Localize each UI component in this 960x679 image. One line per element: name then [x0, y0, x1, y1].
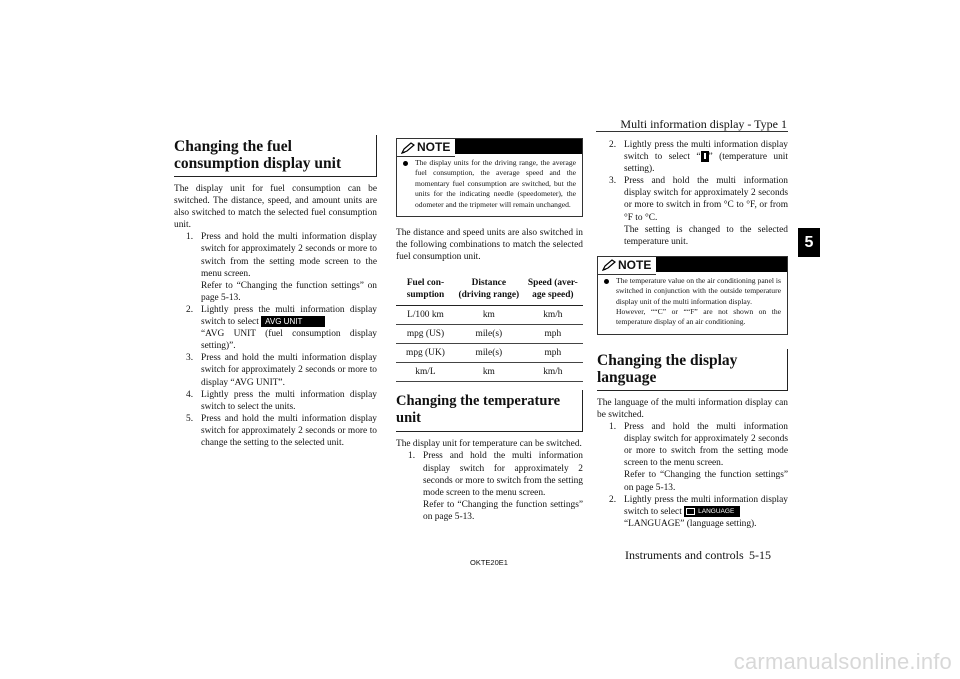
temperature-steps-cont: [597, 139, 788, 248]
column-middle: [396, 138, 583, 523]
units-paragraph: The distance and speed units are also switched in the following combinations to match the selected fuel consumption unit.: [396, 228, 583, 263]
table-row: mpg (UK) mile(s) mph: [396, 344, 583, 363]
note-box: [597, 256, 788, 335]
section-title-language: Changing the display language: [597, 349, 788, 391]
step-reference: Refer to “Changing the function settings” on page 5-13.: [423, 499, 583, 522]
step-item: 2. Lightly press the multi information display switch to select LANGUAGE “LANGUAGE” (language setting).: [609, 494, 788, 529]
document-code: OKTE20E1: [470, 558, 508, 567]
footer-section: Instruments and controls: [625, 548, 744, 562]
temperature-steps: [396, 450, 583, 523]
bullet-icon: [403, 161, 408, 166]
fuel-unit-steps: [174, 231, 377, 449]
table-header: Fuel con-sumption: [396, 273, 455, 306]
language-icon: [686, 508, 695, 515]
column-left: [174, 135, 377, 449]
unit-combination-table: [396, 273, 583, 382]
note-box: [396, 138, 583, 217]
step-item: 5. Press and hold the multi information display switch for approximately 2 seconds or more to change the setting to the selected unit.: [186, 413, 377, 448]
bullet-icon: [604, 279, 609, 284]
note-pencil-icon: [401, 142, 415, 154]
step-item: 2. Lightly press the multi information display switch to select “ ” (temperature unit setting).: [609, 140, 788, 175]
table-header: Distance (driving range): [455, 273, 523, 306]
avg-unit-display-chip: AVG UNIT: [261, 316, 325, 327]
step-item: 1. Press and hold the multi information display switch for approximately 2 seconds or more to switch from the setting mode screen to the menu screen. Refer to “Changing the function settings” on page 5-13.: [186, 232, 377, 303]
temperature-intro: The display unit for temperature can be switched.: [396, 439, 582, 450]
fuel-unit-intro: The display unit for fuel consumption can be switched. The distance, speed, and amount units are also switched to match the selected fuel consumption unit.: [174, 184, 377, 231]
note-label: NOTE: [417, 140, 451, 155]
step-reference: Refer to “Changing the function settings” on page 5-13.: [624, 470, 788, 493]
step-reference: Refer to “Changing the function settings” on page 5-13.: [201, 280, 377, 303]
thermometer-icon: [701, 151, 709, 162]
language-steps: [597, 421, 788, 530]
step-item: 3. Press and hold the multi information display switch for approximately 2 seconds or more to switch in from °C to °F, or from °F to °C. The setting is changed to the selected temperature unit.: [609, 176, 788, 247]
watermark: carmanualsonline.info: [733, 649, 952, 674]
table-header: Speed (aver-age speed): [523, 273, 583, 306]
section-title-temperature-unit: Changing the temperature unit: [396, 390, 583, 432]
table-row: km/L km km/h: [396, 363, 583, 382]
running-header: Multi information display - Type 1: [620, 117, 787, 131]
step-item: 3. Press and hold the multi information display switch for approximately 2 seconds or more to display “AVG UNIT”.: [186, 353, 377, 388]
step-item: 1. Press and hold the multi information display switch for approximately 2 seconds or more to switch from the setting mode screen to the menu screen. Refer to “Changing the function settings” on page 5-13.: [408, 451, 583, 522]
table-row: mpg (US) mile(s) mph: [396, 325, 583, 344]
section-title-fuel-unit: Changing the fuel consumption display unit: [174, 135, 377, 177]
note-pencil-icon: [602, 259, 616, 271]
language-display-chip: LANGUAGE: [684, 506, 740, 517]
step-item: 4. Lightly press the multi information display switch to select the units.: [186, 389, 377, 412]
page-number: 5-15: [749, 548, 771, 562]
column-right: [597, 139, 788, 530]
step-item: 1. Press and hold the multi information display switch for approximately 2 seconds or more to switch from the setting mode screen to the menu screen. Refer to “Changing the function settings” on page 5-13.: [609, 422, 788, 493]
note-label: NOTE: [618, 258, 652, 273]
language-intro: The language of the multi information display can be switched.: [597, 397, 788, 420]
note-bullet: The display units for the driving range, the average fuel consumption, the average speed and the momentary fuel consumption are switched, but the units for the indicating needle (speedometer), the odometer and the tripmeter will remain unchanged.: [403, 158, 576, 210]
note-bullet: The temperature value on the air conditioning panel is switched in conjunction with the outside temperature display unit of the multi information display. However, ““C” or ““F” are not shown on the temperature display of an air conditioning.: [604, 276, 781, 328]
header-rule: [596, 131, 788, 132]
chapter-tab: 5: [798, 228, 820, 257]
step-item: 2. Lightly press the multi information display switch to select AVG UNIT “AVG UNIT (fuel consumption display setting)”.: [186, 304, 377, 352]
table-row: L/100 km km km/h: [396, 306, 583, 325]
